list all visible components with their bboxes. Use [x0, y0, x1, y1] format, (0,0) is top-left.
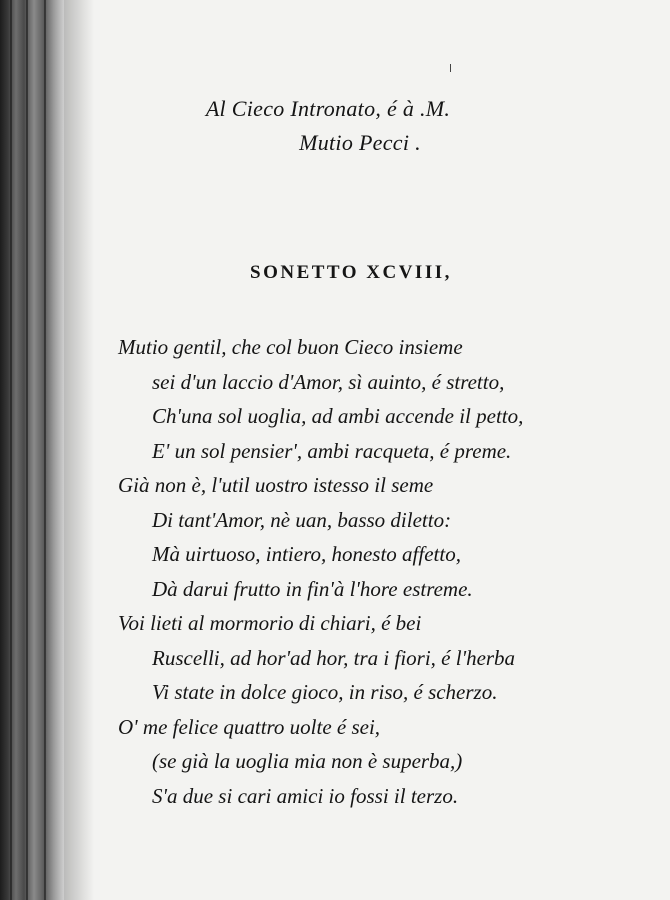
poem-line: (se già la uoglia mia non è superba,) — [152, 749, 463, 773]
sonnet-title: SONETTO XCVIII, — [250, 262, 452, 283]
spine-line — [10, 0, 12, 900]
poem-line: Mà uirtuoso, intiero, honesto affetto, — [152, 542, 461, 566]
poem-line: Ruscelli, ad hor'ad hor, tra i fiori, é l'herba — [152, 645, 516, 670]
poem-line: Già non è, l'util uostro istesso il seme — [118, 473, 434, 497]
spine-line — [44, 0, 46, 900]
gutter-shadow — [64, 0, 94, 900]
poem-line: Dà darui frutto in fin'à l'hore estreme. — [152, 576, 473, 601]
poem-line: Di tant'Amor, nè uan, basso diletto: — [152, 507, 452, 532]
poem-line: sei d'un laccio d'Amor, sì auinto, é stretto, — [152, 369, 505, 394]
poem-line: Voi lieti al mormorio di chiari, é bei — [118, 611, 422, 635]
poem-line: O' me felice quattro uolte é sei, — [118, 714, 381, 739]
poem-line: Mutio gentil, che col buon Cieco insieme — [118, 335, 463, 359]
poem-line: Ch'una sol uoglia, ad ambi accende il petto, — [152, 404, 524, 428]
spine-line — [26, 0, 28, 900]
poem-line: Vi state in dolce gioco, in riso, é scherzo. — [152, 680, 498, 704]
print-mark — [450, 64, 455, 72]
dedication-line-2: Mutio Pecci . — [299, 130, 421, 155]
poem-body — [118, 330, 588, 813]
poem-line: E' un sol pensier', ambi racqueta, é preme. — [152, 438, 512, 463]
dedication-line-1: Al Cieco Intronato, é à .M. — [205, 96, 451, 121]
poem-line: S'a due si cari amici io fossi il terzo. — [152, 783, 459, 808]
